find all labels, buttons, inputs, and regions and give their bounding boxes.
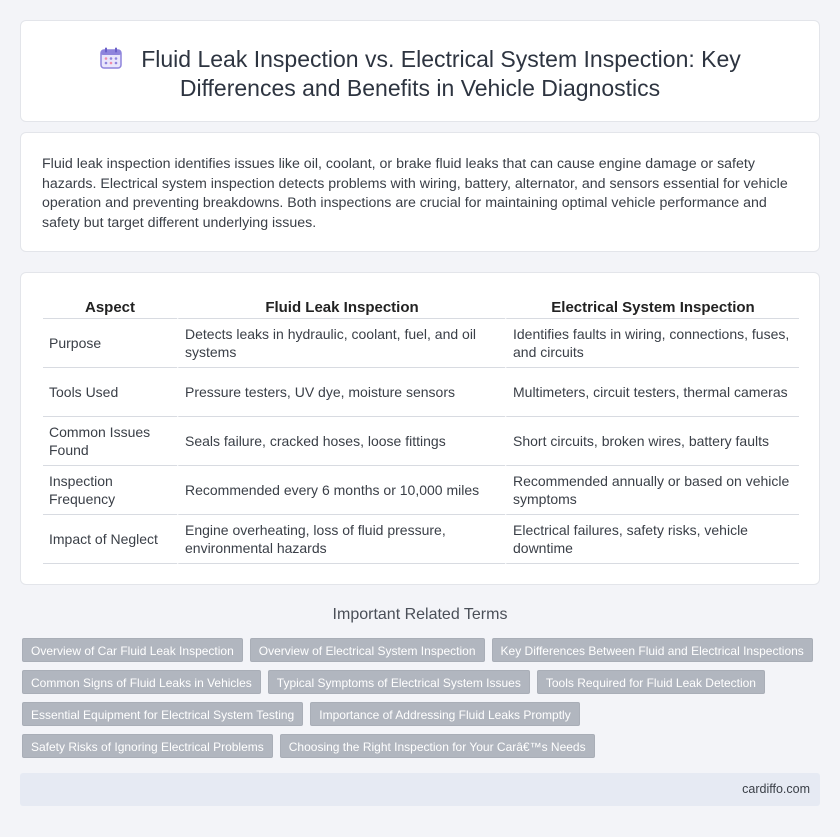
related-term-tag[interactable]: Overview of Electrical System Inspection [250, 638, 485, 662]
row-electrical: Short circuits, broken wires, battery faults [505, 417, 799, 466]
row-aspect: Tools Used [43, 368, 177, 417]
summary-text: Fluid leak inspection identifies issues like oil, coolant, or brake fluid leaks that can cause engine damage or safety hazards. Electrical system inspection detects problems with wiring, battery, alternator, and sensors essential for vehicle operation and preventing breakdowns. Both inspections are crucial for maintaining optimal vehicle performance and safety but target different underlying issues. [42, 156, 788, 231]
related-terms-list [22, 638, 822, 766]
related-terms-title: Important Related Terms [332, 606, 508, 623]
comparison-card [20, 272, 820, 585]
row-aspect: Impact of Neglect [43, 515, 177, 564]
row-electrical: Multimeters, circuit testers, thermal cameras [505, 368, 799, 417]
tag-row [22, 702, 822, 726]
related-term-tag[interactable]: Overview of Car Fluid Leak Inspection [22, 638, 243, 662]
related-term-tag[interactable]: Common Signs of Fluid Leaks in Vehicles [22, 670, 261, 694]
row-aspect: Common Issues Found [43, 417, 177, 466]
table-row [43, 319, 799, 368]
header-electrical: Electrical System Inspection [505, 293, 799, 319]
title-card [20, 20, 820, 122]
footer [20, 773, 820, 806]
row-aspect: Inspection Frequency [43, 466, 177, 515]
row-fluid: Recommended every 6 months or 10,000 miles [177, 466, 505, 515]
related-term-tag[interactable]: Choosing the Right Inspection for Your Carâ€™s Needs [280, 734, 595, 758]
page-title-text: Fluid Leak Inspection vs. Electrical System Inspection: Key Differences and Benefits in Vehicle Diagnostics [141, 46, 741, 101]
row-aspect: Purpose [43, 319, 177, 368]
tag-row [22, 638, 822, 662]
related-term-tag[interactable]: Key Differences Between Fluid and Electrical Inspections [492, 638, 813, 662]
page-title [81, 45, 759, 103]
tag-row [22, 734, 822, 758]
tag-row [22, 670, 822, 694]
row-electrical: Electrical failures, safety risks, vehicle downtime [505, 515, 799, 564]
header-fluid-leak: Fluid Leak Inspection [177, 293, 505, 319]
row-electrical: Identifies faults in wiring, connections, fuses, and circuits [505, 319, 799, 368]
related-term-tag[interactable]: Safety Risks of Ignoring Electrical Problems [22, 734, 273, 758]
row-electrical: Recommended annually or based on vehicle symptoms [505, 466, 799, 515]
table-header-row [43, 293, 799, 319]
related-term-tag[interactable]: Typical Symptoms of Electrical System Issues [268, 670, 530, 694]
comparison-table [43, 293, 799, 564]
calendar-icon [99, 46, 123, 70]
related-term-tag[interactable]: Tools Required for Fluid Leak Detection [537, 670, 765, 694]
table-row [43, 368, 799, 417]
header-aspect: Aspect [43, 293, 177, 319]
related-term-tag[interactable]: Importance of Addressing Fluid Leaks Promptly [310, 702, 579, 726]
related-term-tag[interactable]: Essential Equipment for Electrical System Testing [22, 702, 303, 726]
row-fluid: Detects leaks in hydraulic, coolant, fuel, and oil systems [177, 319, 505, 368]
footer-site-link[interactable]: cardiffo.com [742, 782, 810, 796]
table-row [43, 466, 799, 515]
table-row [43, 515, 799, 564]
table-row [43, 417, 799, 466]
summary-card [20, 132, 820, 252]
row-fluid: Seals failure, cracked hoses, loose fittings [177, 417, 505, 466]
row-fluid: Pressure testers, UV dye, moisture sensors [177, 368, 505, 417]
row-fluid: Engine overheating, loss of fluid pressure, environmental hazards [177, 515, 505, 564]
